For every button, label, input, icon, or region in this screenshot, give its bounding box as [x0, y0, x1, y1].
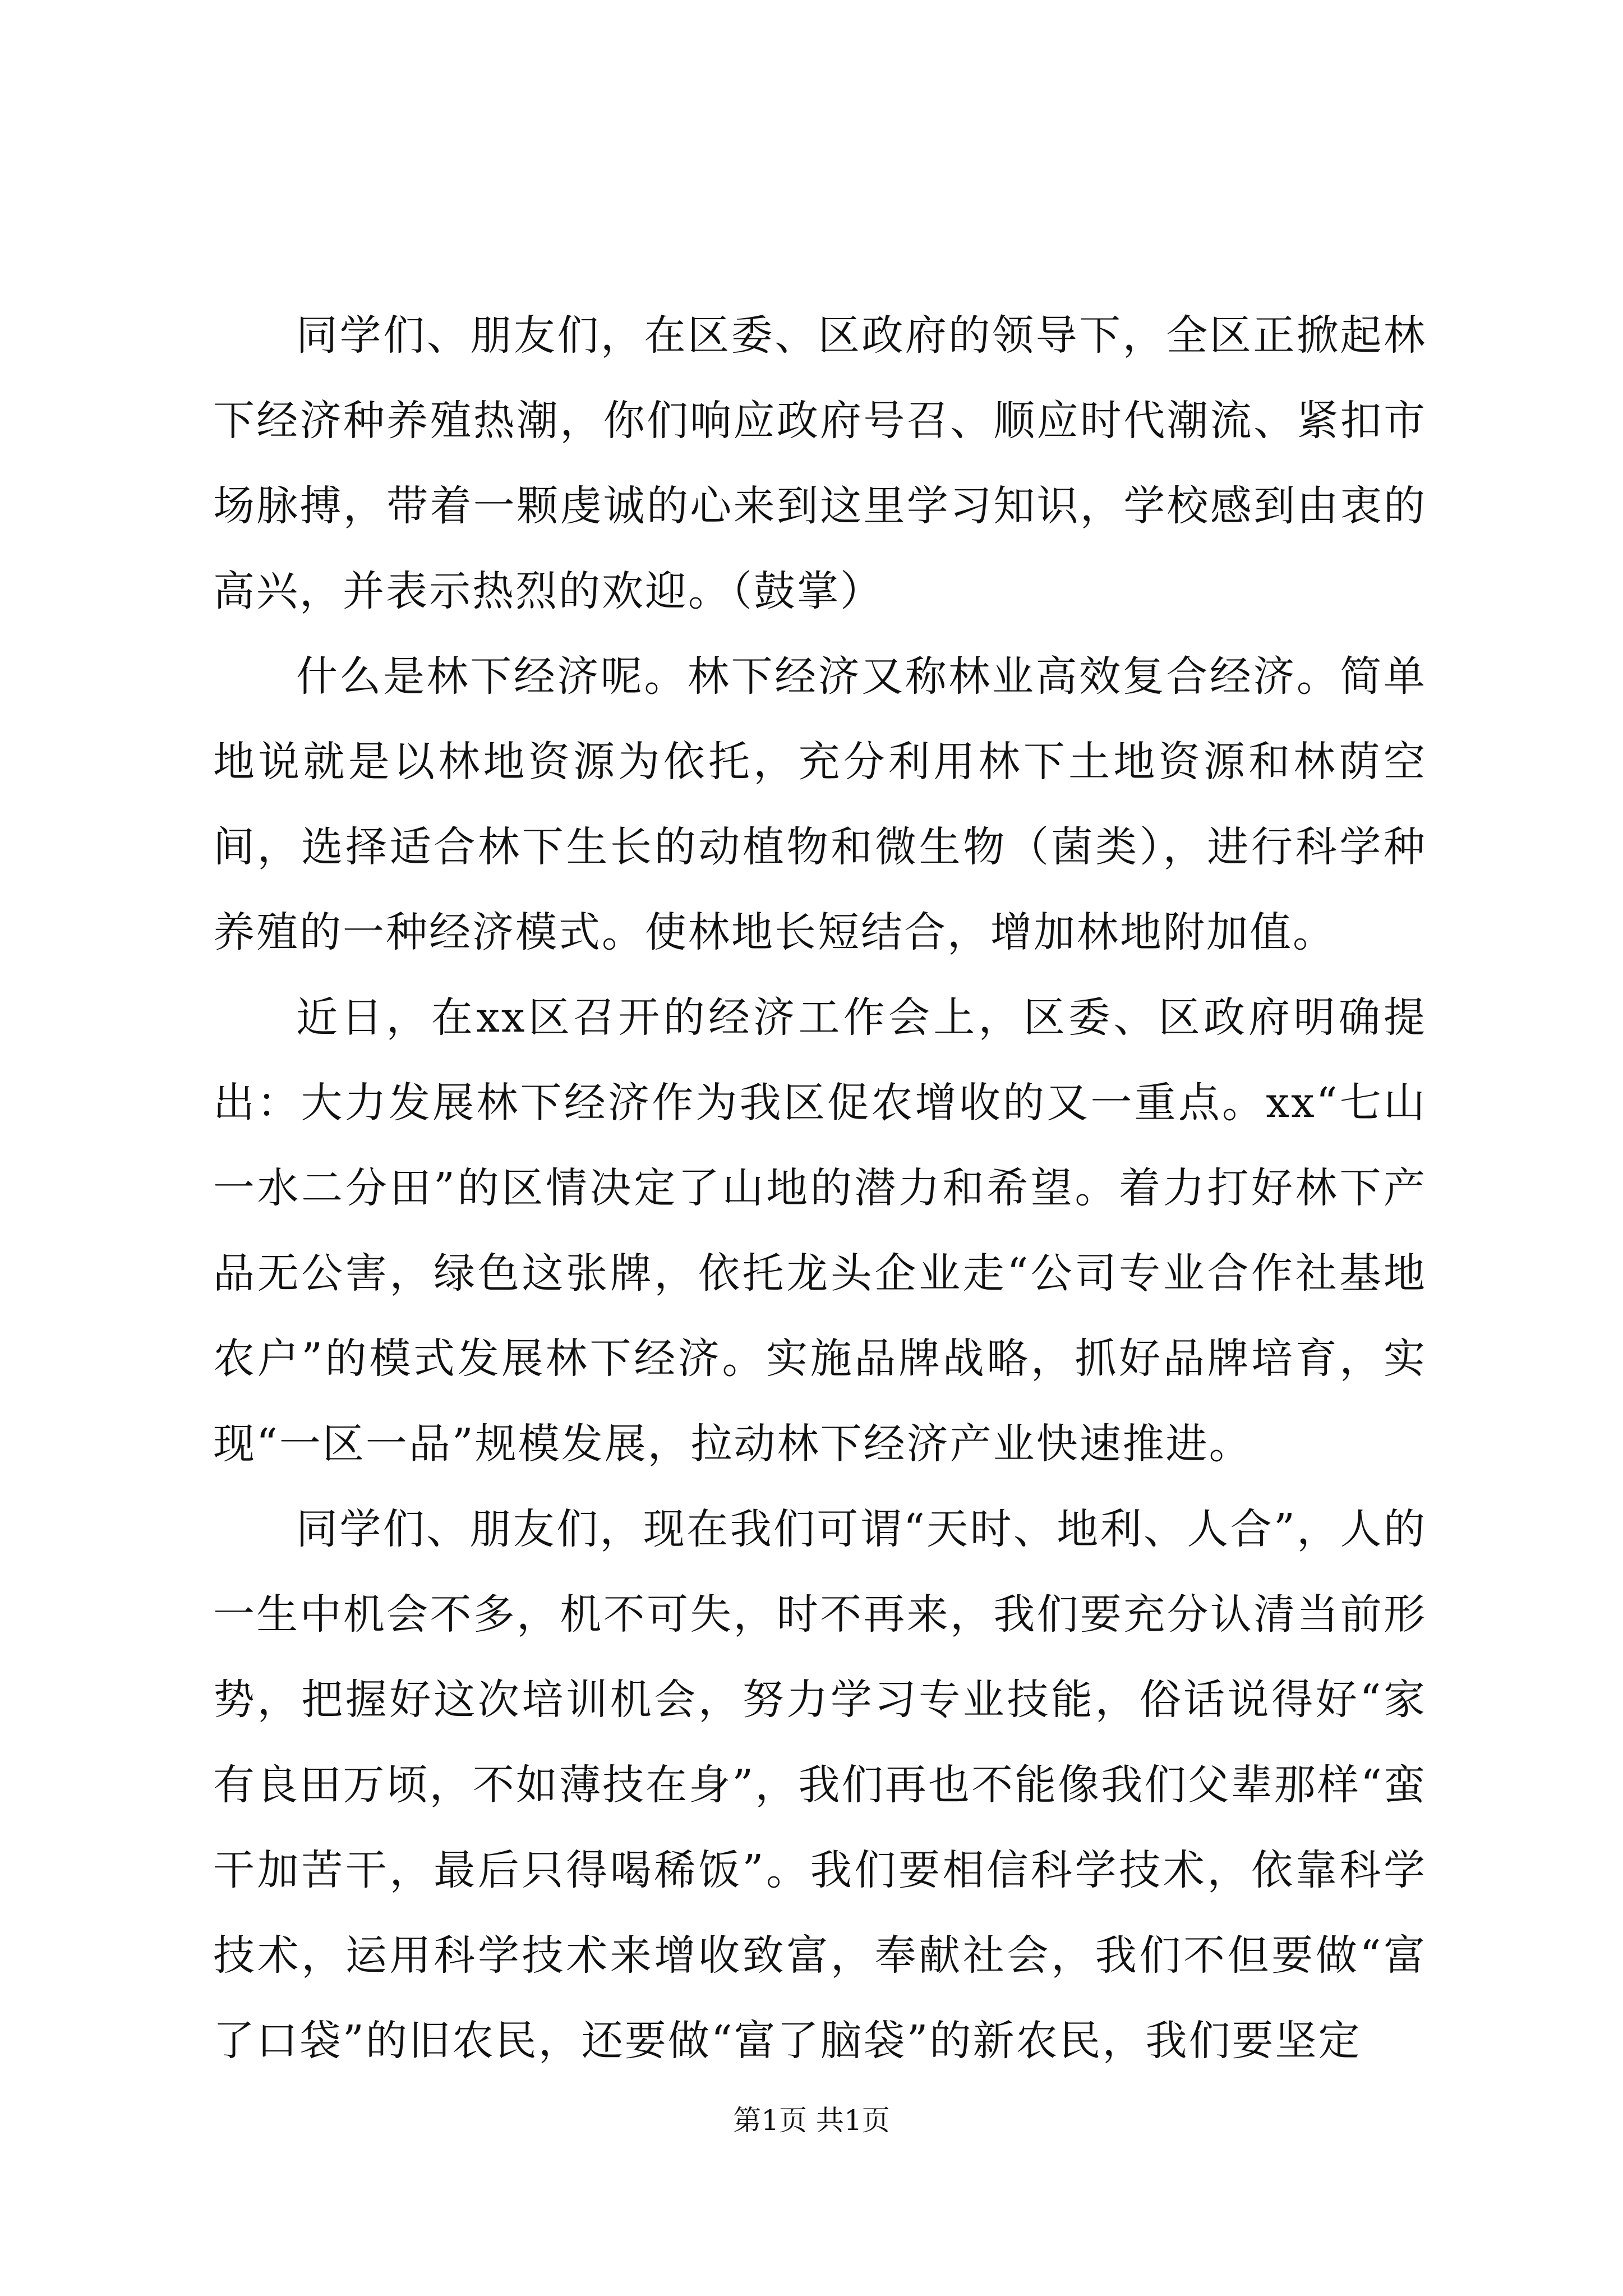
- paragraph-4: 同学们、朋友们，现在我们可谓“天时、地利、人合”，人的一生中机会不多，机不可失，时不再来，我们要充分认清当前形势，把握好这次培训机会，努力学习专业技能，俗话说得好“家有良田万顷，不如薄技在身”，我们再也不能像我们父辈那样“蛮干加苦干，最后只得喝稀饭”。我们要相信科学技术，依靠科学技术，运用科学技术来增收致富，奉献社会，我们不但要做“富了口袋”的旧农民，还要做“富了脑袋”的新农民，我们要坚定: [213, 1505, 1427, 2065]
- paragraph-2: 什么是林下经济呢。林下经济又称林业高效复合经济。简单地说就是以林地资源为依托，充分利用林下土地资源和林荫空间，选择适合林下生长的动植物和微生物（菌类），进行科学种养殖的一种经济模式。使林地长短结合，增加林地附加值。: [213, 652, 1427, 956]
- paragraph-1: 同学们、朋友们，在区委、区政府的领导下，全区正掀起林下经济种养殖热潮，你们响应政府号召、顺应时代潮流、紧扣市场脉搏，带着一颗虔诚的心来到这里学习知识，学校感到由衷的高兴，并表示热烈的欢迎。（鼓掌）: [213, 311, 1427, 615]
- paragraph-3: 近日，在xx区召开的经济工作会上，区委、区政府明确提出：大力发展林下经济作为我区促农增收的又一重点。xx“七山一水二分田”的区情决定了山地的潜力和希望。着力打好林下产品无公害，绿色这张牌，依托龙头企业走“公司专业合作社基地农户”的模式发展林下经济。实施品牌战略，抓好品牌培育，实现“一区一品”规模发展，拉动林下经济产业快速推进。: [213, 993, 1427, 1468]
- page-footer: 第1页 共1页: [733, 2104, 890, 2137]
- document-body: [213, 293, 1427, 2083]
